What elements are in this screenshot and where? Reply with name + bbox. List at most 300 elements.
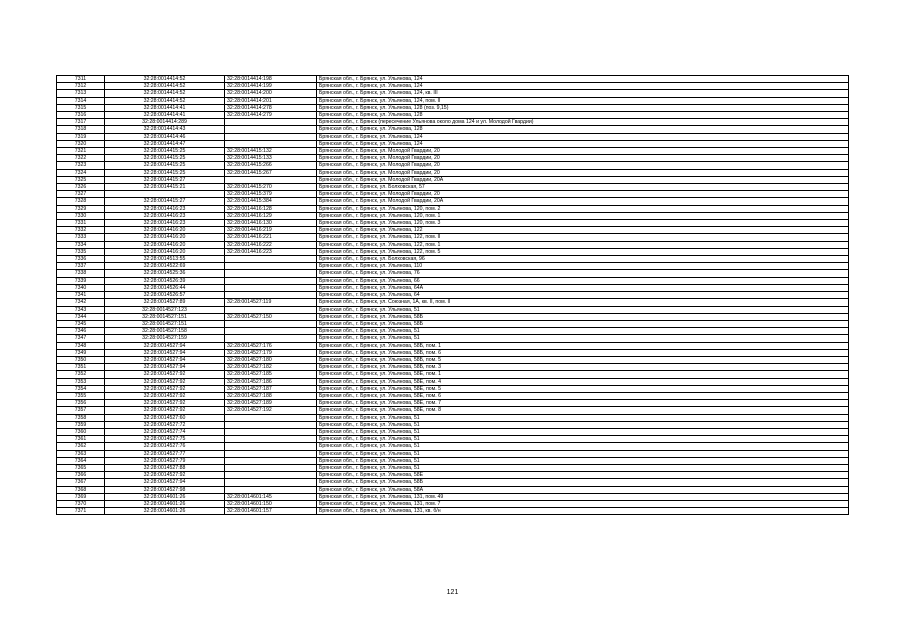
cadastral-number-cell: 32:28:0014415:266 bbox=[225, 162, 317, 169]
table-row bbox=[57, 371, 849, 378]
address-cell: Брянская обл., г. Брянск, ул. Болховская, 57 bbox=[317, 184, 849, 191]
cadastral-number-cell: 32:28:0014414:279 bbox=[225, 112, 317, 119]
table-row bbox=[57, 234, 849, 241]
address-cell: Брянская обл., г. Брянск, ул. Ульянова, 51 bbox=[317, 328, 849, 335]
cadastral-number-cell bbox=[225, 450, 317, 457]
row-number-cell: 7334 bbox=[57, 241, 105, 248]
address-cell: Брянская обл., г. Брянск, ул. Ульянова, 128 bbox=[317, 126, 849, 133]
parent-cadastral-number-cell: 32:28:0014522:69 bbox=[105, 263, 225, 270]
cadastral-number-cell: 32:28:0014601:145 bbox=[225, 493, 317, 500]
address-cell: Брянская обл., г. Брянск, ул. Ульянова, 58Б bbox=[317, 313, 849, 320]
parent-cadastral-number-cell: 32:28:0014527:92 bbox=[105, 400, 225, 407]
parent-cadastral-number-cell: 32:28:0014415:27 bbox=[105, 198, 225, 205]
row-number-cell: 7357 bbox=[57, 407, 105, 414]
parent-cadastral-number-cell: 32:28:0014414:52 bbox=[105, 97, 225, 104]
address-cell: Брянская обл., г. Брянск, ул. Ульянова, 58Е bbox=[317, 472, 849, 479]
table-row bbox=[57, 392, 849, 399]
parent-cadastral-number-cell: 32:28:0014414:47 bbox=[105, 140, 225, 147]
row-number-cell: 7333 bbox=[57, 234, 105, 241]
cadastral-number-cell bbox=[225, 126, 317, 133]
table-row bbox=[57, 112, 849, 119]
address-cell: Брянская обл., г. Брянск, ул. Ульянова, 124, кв. III bbox=[317, 90, 849, 97]
row-number-cell: 7350 bbox=[57, 356, 105, 363]
parent-cadastral-number-cell: 32:28:0014415:27 bbox=[105, 176, 225, 183]
parent-cadastral-number-cell: 32:28:0014416:20 bbox=[105, 248, 225, 255]
parent-cadastral-number-cell bbox=[105, 191, 225, 198]
row-number-cell: 7327 bbox=[57, 191, 105, 198]
parent-cadastral-number-cell: 32:28:0014527:79 bbox=[105, 457, 225, 464]
table-row bbox=[57, 299, 849, 306]
parent-cadastral-number-cell: 32:28:0014527:94 bbox=[105, 342, 225, 349]
table-row bbox=[57, 104, 849, 111]
address-cell: Брянская обл., г. Брянск, ул. Ульянова, 58Е, пом. 8 bbox=[317, 407, 849, 414]
address-cell: Брянская обл., г. Брянск, ул. Ульянова, 124 bbox=[317, 133, 849, 140]
cadastral-number-cell: 32:28:0014416:130 bbox=[225, 220, 317, 227]
parent-cadastral-number-cell: 32:28:0014601:26 bbox=[105, 493, 225, 500]
parent-cadastral-number-cell: 32:28:0014527:123 bbox=[105, 306, 225, 313]
address-cell: Брянская обл., г. Брянск, ул. Ульянова, 58Е, пом. 7 bbox=[317, 400, 849, 407]
address-cell: Брянская обл., г. Брянск, ул. Молодой Гвардии, 20А bbox=[317, 176, 849, 183]
parent-cadastral-number-cell: 32:28:0014527:151 bbox=[105, 313, 225, 320]
cadastral-number-cell: 32:28:0014416:129 bbox=[225, 212, 317, 219]
parent-cadastral-number-cell: 32:28:0014527:92 bbox=[105, 385, 225, 392]
cadastral-number-cell: 32:28:0014527:180 bbox=[225, 356, 317, 363]
row-number-cell: 7341 bbox=[57, 292, 105, 299]
cadastral-number-cell bbox=[225, 328, 317, 335]
row-number-cell: 7328 bbox=[57, 198, 105, 205]
parent-cadastral-number-cell: 32:28:0014414:43 bbox=[105, 126, 225, 133]
parent-cadastral-number-cell: 32:28:0014416:20 bbox=[105, 241, 225, 248]
cadastral-number-cell: 32:28:0014527:119 bbox=[225, 299, 317, 306]
cadastral-number-cell bbox=[225, 140, 317, 147]
row-number-cell: 7323 bbox=[57, 162, 105, 169]
cadastral-number-cell: 32:28:0014416:219 bbox=[225, 227, 317, 234]
cadastral-number-cell: 32:28:0014527:188 bbox=[225, 392, 317, 399]
parent-cadastral-number-cell: 32:28:0014527:98 bbox=[105, 486, 225, 493]
parent-cadastral-number-cell: 32:28:0014527:92 bbox=[105, 392, 225, 399]
table-row bbox=[57, 277, 849, 284]
address-cell: Брянская обл., г. Брянск, ул. Ульянова, 122, пом. 1 bbox=[317, 241, 849, 248]
row-number-cell: 7345 bbox=[57, 320, 105, 327]
table-row bbox=[57, 457, 849, 464]
address-cell: Брянская обл., г. Брянск, ул. Молодой Гвардии, 20 bbox=[317, 191, 849, 198]
parent-cadastral-number-cell: 32:28:0014415:25 bbox=[105, 169, 225, 176]
parent-cadastral-number-cell: 32:28:0014414:52 bbox=[105, 83, 225, 90]
cadastral-number-cell: 32:28:0014527:182 bbox=[225, 364, 317, 371]
address-cell: Брянская обл., г. Брянск, ул. Ульянова, 131, пом. 7 bbox=[317, 500, 849, 507]
parent-cadastral-number-cell: 32:28:0014415:21 bbox=[105, 184, 225, 191]
table-row bbox=[57, 184, 849, 191]
table-row bbox=[57, 464, 849, 471]
row-number-cell: 7342 bbox=[57, 299, 105, 306]
row-number-cell: 7363 bbox=[57, 450, 105, 457]
row-number-cell: 7365 bbox=[57, 464, 105, 471]
row-number-cell: 7329 bbox=[57, 205, 105, 212]
cadastral-number-cell: 32:28:0014415:132 bbox=[225, 148, 317, 155]
cadastral-number-cell: 32:28:0014414:198 bbox=[225, 76, 317, 83]
cadastral-number-cell bbox=[225, 464, 317, 471]
address-cell: Брянская обл., г. Брянск, ул. Ульянова, 122, пом. II bbox=[317, 234, 849, 241]
cadastral-number-cell: 32:28:0014527:189 bbox=[225, 400, 317, 407]
address-cell: Брянская обл., г. Брянск, ул. Ульянова, 58Б bbox=[317, 479, 849, 486]
table-row bbox=[57, 400, 849, 407]
cadastral-number-cell bbox=[225, 306, 317, 313]
table-row bbox=[57, 472, 849, 479]
cadastral-number-cell: 32:28:0014415:384 bbox=[225, 198, 317, 205]
address-cell: Брянская обл., г. Брянск, ул. Ульянова, 58А bbox=[317, 486, 849, 493]
address-cell: Брянская обл., г. Брянск, ул. Ульянова, 51 bbox=[317, 443, 849, 450]
address-cell: Брянская обл., г. Брянск, ул. Ульянова, 124, пом. II bbox=[317, 97, 849, 104]
cadastral-number-cell: 32:28:0014416:222 bbox=[225, 241, 317, 248]
cadastral-number-cell bbox=[225, 119, 317, 126]
parent-cadastral-number-cell: 32:28:0014513:55 bbox=[105, 256, 225, 263]
address-cell: Брянская обл., г. Брянск, ул. Ульянова, 58Б, пом. 3 bbox=[317, 364, 849, 371]
row-number-cell: 7352 bbox=[57, 371, 105, 378]
address-cell: Брянская обл., г. Брянск, ул. Ульянова, 122 bbox=[317, 227, 849, 234]
table-row bbox=[57, 450, 849, 457]
table-row bbox=[57, 364, 849, 371]
cadastral-number-cell: 32:28:0014527:192 bbox=[225, 407, 317, 414]
address-cell: Брянская обл., г. Брянск, ул. Ульянова, 76 bbox=[317, 270, 849, 277]
table-row bbox=[57, 270, 849, 277]
row-number-cell: 7311 bbox=[57, 76, 105, 83]
parent-cadastral-number-cell: 32:28:0014527:158 bbox=[105, 328, 225, 335]
parent-cadastral-number-cell: 32:28:0014416:23 bbox=[105, 212, 225, 219]
address-cell: Брянская обл., г. Брянск, ул. Ульянова, 66 bbox=[317, 277, 849, 284]
parent-cadastral-number-cell: 32:28:0014527:92 bbox=[105, 378, 225, 385]
cadastral-number-cell bbox=[225, 428, 317, 435]
address-cell: Брянская обл., г. Брянск, ул. Молодой Гвардии, 20 bbox=[317, 148, 849, 155]
parent-cadastral-number-cell: 32:28:0014527:159 bbox=[105, 335, 225, 342]
parent-cadastral-number-cell: 32:28:0014527:94 bbox=[105, 349, 225, 356]
row-number-cell: 7326 bbox=[57, 184, 105, 191]
row-number-cell: 7367 bbox=[57, 479, 105, 486]
row-number-cell: 7325 bbox=[57, 176, 105, 183]
address-cell: Брянская обл., г. Брянск, ул. Ульянова, 128 bbox=[317, 112, 849, 119]
address-cell: Брянская обл., г. Брянск, ул. Ульянова, 120, пом. 1 bbox=[317, 212, 849, 219]
parent-cadastral-number-cell: 32:28:0014527:77 bbox=[105, 450, 225, 457]
parent-cadastral-number-cell: 32:28:0014527:60 bbox=[105, 414, 225, 421]
address-cell: Брянская обл., г. Брянск, ул. Ульянова, 51 bbox=[317, 421, 849, 428]
row-number-cell: 7335 bbox=[57, 248, 105, 255]
address-cell: Брянская обл., г. Брянск, ул. Ульянова, 51 bbox=[317, 335, 849, 342]
table-row bbox=[57, 443, 849, 450]
cadastral-number-cell bbox=[225, 443, 317, 450]
row-number-cell: 7338 bbox=[57, 270, 105, 277]
table-row bbox=[57, 119, 849, 126]
cadastral-number-cell bbox=[225, 421, 317, 428]
row-number-cell: 7340 bbox=[57, 284, 105, 291]
address-cell: Брянская обл., г. Брянск, ул. Ульянова, 120, пом. 3 bbox=[317, 220, 849, 227]
row-number-cell: 7353 bbox=[57, 378, 105, 385]
cadastral-number-cell bbox=[225, 320, 317, 327]
parent-cadastral-number-cell: 32:28:0014414:41 bbox=[105, 104, 225, 111]
table-row bbox=[57, 335, 849, 342]
cadastral-number-cell: 32:28:0014527:185 bbox=[225, 371, 317, 378]
row-number-cell: 7313 bbox=[57, 90, 105, 97]
table-row bbox=[57, 263, 849, 270]
cadastral-number-cell: 32:28:0014527:150 bbox=[225, 313, 317, 320]
parent-cadastral-number-cell: 32:28:0014601:26 bbox=[105, 500, 225, 507]
row-number-cell: 7315 bbox=[57, 104, 105, 111]
parent-cadastral-number-cell: 32:28:0014527:75 bbox=[105, 436, 225, 443]
table-row bbox=[57, 133, 849, 140]
parent-cadastral-number-cell: 32:28:0014414:289 bbox=[105, 119, 225, 126]
parent-cadastral-number-cell: 32:28:0014414:41 bbox=[105, 112, 225, 119]
row-number-cell: 7362 bbox=[57, 443, 105, 450]
parent-cadastral-number-cell: 32:28:0014527:89 bbox=[105, 299, 225, 306]
cadastral-number-cell: 32:28:0014601:150 bbox=[225, 500, 317, 507]
table-row bbox=[57, 284, 849, 291]
parent-cadastral-number-cell: 32:28:0014527:92 bbox=[105, 472, 225, 479]
parent-cadastral-number-cell: 32:28:0014527:76 bbox=[105, 443, 225, 450]
parent-cadastral-number-cell: 32:28:0014527:151 bbox=[105, 320, 225, 327]
address-cell: Брянская обл., г. Брянск, ул. Молодой Гвардии, 20 bbox=[317, 169, 849, 176]
parent-cadastral-number-cell: 32:28:0014527:94 bbox=[105, 356, 225, 363]
row-number-cell: 7320 bbox=[57, 140, 105, 147]
cadastral-number-cell bbox=[225, 486, 317, 493]
table-row bbox=[57, 227, 849, 234]
table-row bbox=[57, 256, 849, 263]
address-cell: Брянская обл., г. Брянск, ул. Ульянова, 58Е, пом. 1 bbox=[317, 371, 849, 378]
cadastral-number-cell bbox=[225, 457, 317, 464]
parent-cadastral-number-cell: 32:28:0014527:94 bbox=[105, 364, 225, 371]
row-number-cell: 7361 bbox=[57, 436, 105, 443]
parent-cadastral-number-cell: 32:28:0014526:39 bbox=[105, 277, 225, 284]
cadastral-number-cell: 32:28:0014416:221 bbox=[225, 234, 317, 241]
cadastral-table-body bbox=[57, 76, 849, 515]
cadastral-number-cell: 32:28:0014414:199 bbox=[225, 83, 317, 90]
table-row bbox=[57, 414, 849, 421]
parent-cadastral-number-cell: 32:28:0014414:52 bbox=[105, 76, 225, 83]
address-cell: Брянская обл., г. Брянск, ул. Ульянова, 131, кв. б/н bbox=[317, 508, 849, 515]
cadastral-number-cell: 32:28:0014527:187 bbox=[225, 385, 317, 392]
table-row bbox=[57, 241, 849, 248]
parent-cadastral-number-cell: 32:28:0014416:23 bbox=[105, 220, 225, 227]
cadastral-number-cell: 32:28:0014414:200 bbox=[225, 90, 317, 97]
parent-cadastral-number-cell: 32:28:0014527:92 bbox=[105, 371, 225, 378]
table-row bbox=[57, 349, 849, 356]
cadastral-number-cell: 32:28:0014415:270 bbox=[225, 184, 317, 191]
address-cell: Брянская обл., г. Брянск, ул. Молодой Гвардии, 20 bbox=[317, 162, 849, 169]
parent-cadastral-number-cell: 32:28:0014527:74 bbox=[105, 428, 225, 435]
address-cell: Брянская обл., г. Брянск, ул. Ульянова, 51 bbox=[317, 464, 849, 471]
row-number-cell: 7360 bbox=[57, 428, 105, 435]
row-number-cell: 7337 bbox=[57, 263, 105, 270]
table-row bbox=[57, 148, 849, 155]
row-number-cell: 7319 bbox=[57, 133, 105, 140]
row-number-cell: 7322 bbox=[57, 155, 105, 162]
address-cell: Брянская обл., г. Брянск, ул. Ульянова, 51 bbox=[317, 306, 849, 313]
address-cell: Брянская обл., г. Брянск, ул. Молодой Гвардии, 20А bbox=[317, 198, 849, 205]
table-row bbox=[57, 479, 849, 486]
cadastral-number-cell bbox=[225, 263, 317, 270]
address-cell: Брянская обл., г. Брянск, ул. Ульянова, 128 (поз. 9,15) bbox=[317, 104, 849, 111]
parent-cadastral-number-cell: 32:28:0014415:25 bbox=[105, 148, 225, 155]
parent-cadastral-number-cell: 32:28:0014416:20 bbox=[105, 234, 225, 241]
table-row bbox=[57, 342, 849, 349]
row-number-cell: 7343 bbox=[57, 306, 105, 313]
cadastral-number-cell bbox=[225, 472, 317, 479]
table-row bbox=[57, 320, 849, 327]
address-cell: Брянская обл., г. Брянск, ул. Ульянова, 58Е, пом. 4 bbox=[317, 378, 849, 385]
row-number-cell: 7324 bbox=[57, 169, 105, 176]
cadastral-number-cell bbox=[225, 284, 317, 291]
table-row bbox=[57, 436, 849, 443]
parent-cadastral-number-cell: 32:28:0014415:25 bbox=[105, 162, 225, 169]
parent-cadastral-number-cell: 32:28:0014527:72 bbox=[105, 421, 225, 428]
address-cell: Брянская обл., г. Брянск, ул. Ульянова, 58Б, пом. 5 bbox=[317, 356, 849, 363]
table-row bbox=[57, 313, 849, 320]
address-cell: Брянская обл., г. Брянск, ул. Ульянова, 64А bbox=[317, 284, 849, 291]
parent-cadastral-number-cell: 32:28:0014527:88 bbox=[105, 464, 225, 471]
row-number-cell: 7370 bbox=[57, 500, 105, 507]
address-cell: Брянская обл., г. Брянск, ул. Ульянова, 58Е, пом. 6 bbox=[317, 392, 849, 399]
page-number: 121 bbox=[446, 589, 459, 596]
table-row bbox=[57, 162, 849, 169]
table-row bbox=[57, 306, 849, 313]
row-number-cell: 7317 bbox=[57, 119, 105, 126]
row-number-cell: 7314 bbox=[57, 97, 105, 104]
address-cell: Брянская обл., г. Брянск (пересечение Ульянова около дома 124 и ул. Молодой Гвардии) bbox=[317, 119, 849, 126]
address-cell: Брянская обл., г. Брянск, ул. Ульянова, 64 bbox=[317, 292, 849, 299]
cadastral-number-cell: 32:28:0014601:157 bbox=[225, 508, 317, 515]
cadastral-number-cell bbox=[225, 436, 317, 443]
row-number-cell: 7366 bbox=[57, 472, 105, 479]
cadastral-number-cell: 32:28:0014415:379 bbox=[225, 191, 317, 198]
table-row bbox=[57, 212, 849, 219]
table-row bbox=[57, 378, 849, 385]
table-row bbox=[57, 83, 849, 90]
table-row bbox=[57, 191, 849, 198]
address-cell: Брянская обл., г. Брянск, ул. Ульянова, 58Б bbox=[317, 320, 849, 327]
address-cell: Брянская обл., г. Брянск, ул. Ульянова, 122, пом. 5 bbox=[317, 248, 849, 255]
parent-cadastral-number-cell: 32:28:0014414:46 bbox=[105, 133, 225, 140]
table-row bbox=[57, 486, 849, 493]
cadastral-number-cell bbox=[225, 133, 317, 140]
row-number-cell: 7369 bbox=[57, 493, 105, 500]
row-number-cell: 7354 bbox=[57, 385, 105, 392]
table-row bbox=[57, 248, 849, 255]
row-number-cell: 7318 bbox=[57, 126, 105, 133]
row-number-cell: 7321 bbox=[57, 148, 105, 155]
table-row bbox=[57, 90, 849, 97]
row-number-cell: 7356 bbox=[57, 400, 105, 407]
row-number-cell: 7355 bbox=[57, 392, 105, 399]
cadastral-number-cell bbox=[225, 479, 317, 486]
address-cell: Брянская обл., г. Брянск, ул. Ульянова, 131, пом. 49 bbox=[317, 493, 849, 500]
cadastral-number-cell: 32:28:0014414:278 bbox=[225, 104, 317, 111]
parent-cadastral-number-cell: 32:28:0014526:57 bbox=[105, 292, 225, 299]
row-number-cell: 7330 bbox=[57, 212, 105, 219]
table-row bbox=[57, 500, 849, 507]
cadastral-number-cell: 32:28:0014527:176 bbox=[225, 342, 317, 349]
table-row bbox=[57, 140, 849, 147]
table-row bbox=[57, 428, 849, 435]
cadastral-number-cell: 32:28:0014527:186 bbox=[225, 378, 317, 385]
cadastral-number-cell bbox=[225, 414, 317, 421]
address-cell: Брянская обл., г. Брянск, ул. Ульянова, 58Б, пом. 6 bbox=[317, 349, 849, 356]
address-cell: Брянская обл., г. Брянск, ул. Ульянова, 120, пом. 2 bbox=[317, 205, 849, 212]
parent-cadastral-number-cell: 32:28:0014526:44 bbox=[105, 284, 225, 291]
address-cell: Брянская обл., г. Брянск, ул. Ульянова, 51 bbox=[317, 414, 849, 421]
table-row bbox=[57, 292, 849, 299]
address-cell: Брянская обл., г. Брянск, ул. Ульянова, 51 bbox=[317, 428, 849, 435]
table-row bbox=[57, 97, 849, 104]
cadastral-number-cell bbox=[225, 176, 317, 183]
table-row bbox=[57, 176, 849, 183]
cadastral-number-cell: 32:28:0014416:128 bbox=[225, 205, 317, 212]
row-number-cell: 7312 bbox=[57, 83, 105, 90]
address-cell: Брянская обл., г. Брянск, ул. Ульянова, 124 bbox=[317, 76, 849, 83]
cadastral-number-cell bbox=[225, 335, 317, 342]
cadastral-number-cell: 32:28:0014527:179 bbox=[225, 349, 317, 356]
parent-cadastral-number-cell: 32:28:0014525:36 bbox=[105, 270, 225, 277]
address-cell: Брянская обл., г. Брянск, ул. Ульянова, 51 bbox=[317, 457, 849, 464]
cadastral-number-cell: 32:28:0014414:201 bbox=[225, 97, 317, 104]
row-number-cell: 7348 bbox=[57, 342, 105, 349]
table-row bbox=[57, 356, 849, 363]
address-cell: Брянская обл., г. Брянск, ул. Ульянова, 124 bbox=[317, 140, 849, 147]
row-number-cell: 7339 bbox=[57, 277, 105, 284]
row-number-cell: 7347 bbox=[57, 335, 105, 342]
row-number-cell: 7349 bbox=[57, 349, 105, 356]
row-number-cell: 7332 bbox=[57, 227, 105, 234]
table-row bbox=[57, 328, 849, 335]
parent-cadastral-number-cell: 32:28:0014416:23 bbox=[105, 205, 225, 212]
parent-cadastral-number-cell: 32:28:0014416:20 bbox=[105, 227, 225, 234]
row-number-cell: 7344 bbox=[57, 313, 105, 320]
table-row bbox=[57, 508, 849, 515]
table-row bbox=[57, 126, 849, 133]
row-number-cell: 7316 bbox=[57, 112, 105, 119]
cadastral-number-cell bbox=[225, 256, 317, 263]
row-number-cell: 7368 bbox=[57, 486, 105, 493]
parent-cadastral-number-cell: 32:28:0014527:94 bbox=[105, 479, 225, 486]
row-number-cell: 7336 bbox=[57, 256, 105, 263]
address-cell: Брянская обл., г. Брянск, ул. Ульянова, 58Б, пом. 1 bbox=[317, 342, 849, 349]
address-cell: Брянская обл., г. Брянск, ул. Молодой Гвардии, 20 bbox=[317, 155, 849, 162]
address-cell: Брянская обл., г. Брянск, ул. Ульянова, 58Е, пом. 5 bbox=[317, 385, 849, 392]
row-number-cell: 7331 bbox=[57, 220, 105, 227]
table-row bbox=[57, 493, 849, 500]
cadastral-number-cell: 32:28:0014415:267 bbox=[225, 169, 317, 176]
cadastral-number-cell: 32:28:0014416:223 bbox=[225, 248, 317, 255]
table-row bbox=[57, 205, 849, 212]
table-row bbox=[57, 421, 849, 428]
row-number-cell: 7371 bbox=[57, 508, 105, 515]
cadastral-number-cell bbox=[225, 270, 317, 277]
row-number-cell: 7346 bbox=[57, 328, 105, 335]
parent-cadastral-number-cell: 32:28:0014414:52 bbox=[105, 90, 225, 97]
address-cell: Брянская обл., г. Брянск, ул. Ульянова, 124 bbox=[317, 83, 849, 90]
row-number-cell: 7364 bbox=[57, 457, 105, 464]
table-row bbox=[57, 385, 849, 392]
row-number-cell: 7359 bbox=[57, 421, 105, 428]
table-row bbox=[57, 76, 849, 83]
address-cell: Брянская обл., г. Брянск, ул. Союзная, 1А, кв. II, пом. II bbox=[317, 299, 849, 306]
address-cell: Брянская обл., г. Брянск, ул. Ульянова, 110 bbox=[317, 263, 849, 270]
cadastral-table bbox=[56, 75, 849, 515]
cadastral-number-cell bbox=[225, 277, 317, 284]
address-cell: Брянская обл., г. Брянск, ул. Ульянова, 51 bbox=[317, 450, 849, 457]
table-row bbox=[57, 198, 849, 205]
table-row bbox=[57, 169, 849, 176]
parent-cadastral-number-cell: 32:28:0014601:26 bbox=[105, 508, 225, 515]
row-number-cell: 7358 bbox=[57, 414, 105, 421]
table-row bbox=[57, 220, 849, 227]
parent-cadastral-number-cell: 32:28:0014415:25 bbox=[105, 155, 225, 162]
